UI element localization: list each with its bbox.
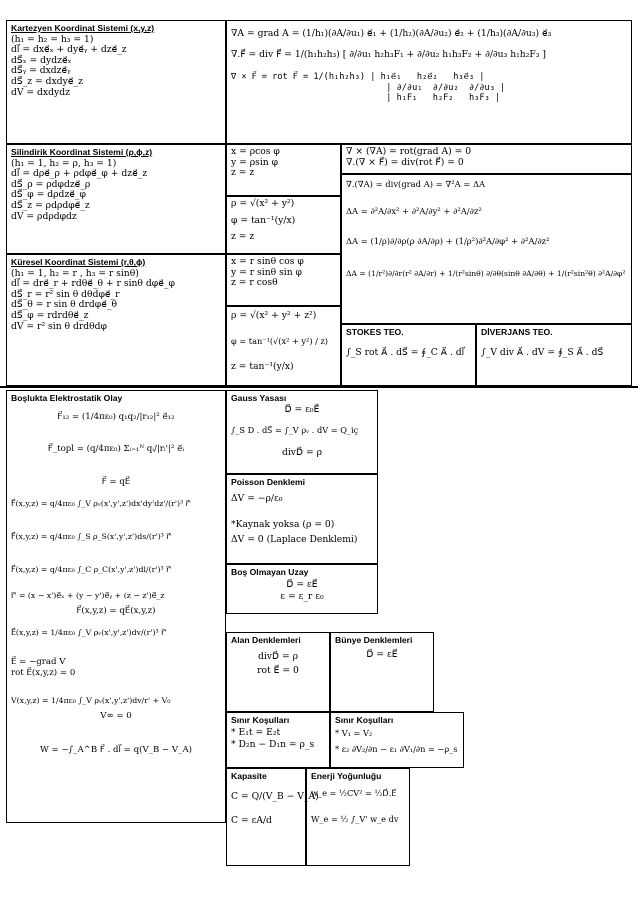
formula-line: r⃗' = (x − x')e⃗ₓ + (y − y')e⃗ᵧ + (z − z')e⃗_z: [11, 591, 165, 601]
formula-line: dS⃗_z = dxdye⃗_z: [11, 75, 83, 87]
formula-line: ΔA = (1/r²)∂/∂r(r² ∂A/∂r) + 1/(r²sinθ) ∂/∂θ(sinθ ∂A/∂θ) + 1/(r²sin²θ) ∂²A/∂φ²: [346, 268, 626, 278]
formula-line: ∇.(∇A) = div(grad A) = ∇²A = ΔA: [346, 179, 486, 189]
curl-formula: | ∂/∂u₁ ∂/∂u₂ ∂/∂u₃ |: [231, 82, 506, 93]
formula-line: * D₂n − D₁n = ρ_s: [231, 739, 315, 751]
formula-line: F⃗(x,y,z) = q/4πε₀ ∫_V ρᵥ(x',y',z')dx'dy'dz'/(r')³ r⃗': [11, 499, 192, 509]
formula-line: ρ = √(x² + y²): [231, 198, 295, 209]
formula-line: D⃗ = εE⃗: [366, 648, 398, 660]
energy-density-box: [306, 768, 410, 866]
formula-line: D⃗ = ε₀E⃗: [284, 403, 320, 415]
formula-line: dV = ρdρdφdz: [11, 210, 77, 222]
nonempty-space-box: [226, 564, 378, 614]
formula-line: ∫_S D . dS⃗ = ∫_V ρᵥ . dV = Q_iç: [231, 425, 359, 436]
formula-line: ∫_V div A⃗ . dV = ∮_S A⃗ . dS⃗: [481, 346, 604, 358]
divergence-theorem-title: DİVERJANS TEO.: [481, 327, 553, 337]
formula-line: dV = dxdydz: [11, 86, 70, 98]
capacitance-box: [226, 768, 319, 866]
formula-line: dl⃗ = dρe⃗_ρ + ρdφe⃗_φ + dze⃗_z: [11, 168, 148, 180]
formula-line: * V₁ = V₂: [335, 727, 373, 738]
constitutive-box: [330, 632, 434, 712]
formula-line: dS⃗_r = r² sin θ dθdφe⃗_r: [11, 288, 120, 300]
poisson-title: Poisson Denklemi: [231, 477, 306, 487]
cylindrical-title: Silindirik Koordinat Sistemi (ρ,ϕ,z): [11, 147, 153, 157]
stokes-box: [341, 324, 476, 386]
formula-line: ε = ε_r ε₀: [280, 591, 324, 603]
formula-line: W = −∫_A^B F⃗ . dl⃗ = q(V_B − V_A): [39, 745, 192, 756]
formula-line: F⃗(x,y,z) = q/4πε₀ ∫_S ρ_S(x',y',z')ds/(r')³ r⃗': [11, 531, 172, 541]
formula-line: ∫_S rot A⃗ . dS⃗ = ∮_C A⃗ . dl⃗: [346, 346, 465, 358]
divergence-theorem-box: [476, 324, 632, 386]
formula-line: ΔV = −ρ/ε₀: [231, 492, 283, 504]
poisson-box: [226, 474, 378, 564]
field-equations-box: [226, 632, 330, 712]
formula-line: dS⃗ₓ = dydze⃗ₓ: [11, 54, 72, 66]
formula-line: ΔA = (1/ρ)∂/∂ρ(ρ ∂A/∂ρ) + (1/ρ²)∂²A/∂φ² + ∂²A/∂z²: [346, 236, 550, 247]
formula-line: z = z: [231, 167, 255, 179]
formula-line: dS⃗ᵧ = dxdze⃗ᵧ: [11, 65, 71, 77]
section-divider: [0, 386, 638, 388]
constitutive-title: Bünye Denklemleri: [335, 635, 413, 645]
formula-line: x = r sinθ cos φ: [231, 256, 304, 267]
capacitance-title: Kapasite: [231, 771, 267, 781]
formula-line: divD⃗ = ρ: [257, 650, 299, 662]
formula-line: (h₁ = 1, h₂ = r , h₃ = r sinθ): [11, 267, 139, 279]
formula-line: dS⃗_φ = rdrdθe⃗_z: [11, 309, 89, 321]
formula-line: F⃗₁₂ = (1/4πε₀) q₁q₂/|r₁₂|² e⃗₁₂: [57, 411, 175, 422]
boundary-conditions-box: [226, 712, 330, 768]
blank-line: [231, 802, 301, 816]
formula-line: x = ρcos φ: [231, 146, 280, 157]
formula-line: dS⃗_z = ρdρdφe⃗_z: [11, 199, 90, 211]
formula-line: dl⃗ = dre⃗_r + rdθe⃗_θ + r sinθ dφe⃗_φ: [11, 278, 175, 290]
formula-line: dS⃗_ρ = ρdφdze⃗_ρ: [11, 178, 91, 190]
curl-formula: ∇ × F⃗ = rot F⃗ = 1/(h₁h₂h₃) | h₁e⃗₁ h₂e⃗₂ h₃e⃗₃ |: [231, 72, 485, 83]
formula-line: * E₁t = E₂t: [231, 726, 281, 738]
formula-line: (h₁ = h₂ = h₃ = 1): [11, 33, 94, 45]
formula-line: V∞ = 0: [100, 710, 132, 721]
boundary-conditions-title: Sınır Koşulları: [231, 715, 290, 725]
cartesian-title: Kartezyen Koordinat Sistemi (x,y,z): [11, 23, 155, 33]
formula-line: F⃗ = qE⃗: [101, 476, 131, 487]
blank-line: [231, 60, 627, 72]
formula-line: ΔV = 0 (Laplace Denklemi): [231, 533, 358, 545]
formula-line: dl⃗ = dxe⃗ₓ + dye⃗ᵧ + dze⃗_z: [11, 44, 127, 56]
sph-to-cart-box: [226, 254, 341, 306]
cyl-to-cart-box: [226, 144, 341, 196]
formula-line: * ε₂ ∂V₂/∂n − ε₁ ∂V₁/∂n = −ρ_s: [335, 744, 458, 755]
formula-line: w_e = ½CV² = ½D⃗.E⃗: [311, 787, 397, 798]
formula-line: ∇ × (∇A) = rot(grad A) = 0: [346, 146, 472, 157]
formula-line: rot E⃗ = 0: [257, 665, 299, 677]
formula-line: F⃗_topl = (q/4πε₀) Σᵢ₌₁ᴺ qᵢ/|rᵢ'|² e⃗ᵢ: [47, 444, 185, 455]
formula-line: E⃗(x,y,z) = 1/4πε₀ ∫_V ρᵥ(x',y',z')dv/(r')³ r⃗': [11, 628, 167, 638]
field-equations-title: Alan Denklemleri: [231, 635, 301, 645]
energy-density-title: Enerji Yoğunluğu: [311, 771, 382, 781]
cart-to-sph-box: [226, 306, 341, 386]
formula-line: F⃗(x,y,z) = qE⃗(x,y,z): [76, 605, 156, 616]
formula-line: z = r cosθ: [231, 277, 278, 289]
boundary-conditions-2-box: [330, 712, 464, 768]
spherical-box: [6, 254, 226, 386]
cart-to-cyl-box: [226, 196, 341, 254]
boundary-conditions-title: Sınır Koşulları: [335, 715, 394, 725]
stokes-title: STOKES TEO.: [346, 327, 404, 337]
formula-line: φ = tan⁻¹(y/x): [231, 214, 296, 226]
formula-line: divD⃗ = ρ: [281, 446, 323, 458]
formula-line: φ = tan⁻¹(√(x² + y²) / z): [231, 335, 328, 346]
electrostatic-box: [6, 390, 226, 823]
laplacian-box: [341, 174, 632, 324]
formula-line: C = Q/(V_B − V_A): [231, 790, 319, 802]
formula-line: W_e = ½ ∫_V' w_e dv: [311, 814, 399, 825]
curl-formula: | h₁F₁ h₂F₂ h₃F₃ |: [231, 93, 501, 104]
formula-line: y = ρsin φ: [231, 156, 279, 168]
gauss-box: [226, 390, 378, 474]
formula-line: z = tan⁻¹(y/x): [231, 361, 294, 373]
gradient-formula: ∇A = grad A = (1/h₁)(∂A/∂u₁) e⃗₁ + (1/h₂)(∂A/∂u₂) e⃗₂ + (1/h₃)(∂A/∂u₃) e⃗₃: [231, 28, 552, 39]
formula-line: C = εA/d: [231, 815, 272, 827]
formula-line: dS⃗_θ = r sin θ drdφe⃗_θ: [11, 299, 117, 311]
divergence-formula: ∇.F⃗ = div F⃗ = 1/(h₁h₂h₃) [ ∂/∂u₁ h₂h₃F₁ + ∂/∂u₂ h₁h₃F₂ + ∂/∂u₃ h₁h₂F₃ ]: [231, 48, 546, 60]
formula-line: D⃗ = εE⃗: [286, 578, 318, 590]
formula-line: V(x,y,z) = 1/4πε₀ ∫_V ρᵥ(x',y',z')dv/r' + V₀: [11, 696, 171, 706]
blank-line: [311, 798, 405, 814]
identities-box: [341, 144, 632, 174]
electrostatic-title: Boşlukta Elektrostatik Olay: [11, 393, 123, 403]
nonempty-space-title: Boş Olmayan Uzay: [231, 567, 309, 577]
formula-line: *Kaynak yoksa (ρ = 0): [231, 519, 335, 531]
formula-line: ΔA = ∂²A/∂x² + ∂²A/∂y² + ∂²A/∂z²: [346, 205, 482, 216]
cartesian-box: [6, 20, 226, 144]
formula-line: y = r sinθ sin φ: [231, 266, 302, 278]
formula-line: (h₁ = 1, h₂ = ρ, h₃ = 1): [11, 157, 117, 169]
formula-line: dS⃗_φ = dρdze⃗_φ: [11, 189, 86, 201]
formula-line: E⃗ = −grad V: [11, 656, 66, 667]
formula-line: F⃗(x,y,z) = q/4πε₀ ∫_C ρ_C(x',y',z')dl/(r')³ r⃗': [11, 564, 172, 574]
formula-line: rot E⃗(x,y,z) = 0: [11, 667, 76, 678]
formula-line: ρ = √(x² + y² + z²): [231, 310, 317, 321]
gauss-title: Gauss Yasası: [231, 393, 287, 403]
spherical-title: Küresel Koordinat Sistemi (r,θ,ϕ): [11, 257, 146, 267]
formula-line: dV = r² sin θ drdθdφ: [11, 320, 107, 332]
formula-line: ∇.(∇ × F⃗) = div(rot F⃗) = 0: [346, 156, 464, 168]
vector-operators-box: [226, 20, 632, 144]
cylindrical-box: [6, 144, 226, 254]
formula-line: z = z: [231, 231, 255, 243]
